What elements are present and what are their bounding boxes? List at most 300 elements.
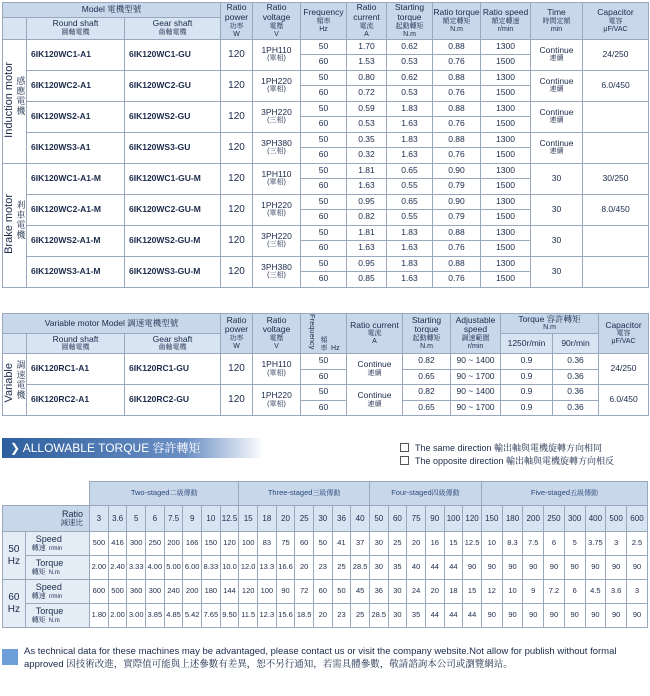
ratio-value: 3.6 <box>108 506 127 532</box>
speed-value: 20 <box>425 580 444 604</box>
torque-value: 12.0 <box>239 556 258 580</box>
speed-value: 1300 <box>481 132 531 148</box>
ratio-torque-header-line: 額定轉矩 <box>442 17 471 25</box>
power-header-line: Ratio power <box>224 314 249 335</box>
time-value <box>531 39 583 70</box>
torque-value: 4.85 <box>164 604 183 628</box>
ratio-torque-value: 0.79 <box>433 210 481 226</box>
time-value <box>531 132 583 163</box>
speed-value: 50 <box>332 580 351 604</box>
time-value-line: Continue <box>539 44 574 55</box>
speed-value: 12.5 <box>463 532 482 556</box>
frequency-header-line: Hz <box>319 25 328 33</box>
current-value-line: 連續 <box>367 400 382 408</box>
voltage-value <box>253 39 301 70</box>
adjustable-speed-value: 90 ~ 1400 <box>451 385 501 401</box>
stage-name: Three-staged <box>267 487 313 497</box>
ratio-torque-value: 0.90 <box>433 194 481 210</box>
torque-value: 12.3 <box>258 604 277 628</box>
gear-shaft-model: 6IK120WS3-GU <box>125 132 221 163</box>
voltage-header-line: V <box>274 343 279 351</box>
torque-value: 3.85 <box>146 604 165 628</box>
current-value: 0.35 <box>347 132 387 148</box>
ratio-value: 200 <box>523 506 544 532</box>
torque-value: 90 <box>481 556 502 580</box>
current-header-line: Ratio current <box>350 319 399 330</box>
voltage-value <box>253 101 301 132</box>
speed-value: 37 <box>351 532 370 556</box>
round-shaft-model: 6IK120WS3-A1-M <box>27 256 125 287</box>
round-shaft-model: 6IK120WC2-A1-M <box>27 194 125 225</box>
speed-value: 90 <box>276 580 295 604</box>
speed-value: 83 <box>258 532 277 556</box>
table-row <box>3 39 649 55</box>
current-value-line: Continue <box>357 359 392 370</box>
speed-value: 200 <box>164 532 183 556</box>
voltage-value-line: (三相) <box>267 117 286 125</box>
torque-value: 90 <box>502 556 523 580</box>
time-value: 30 <box>531 194 583 225</box>
speed-value: 9 <box>523 580 544 604</box>
speed-value: 15 <box>463 580 482 604</box>
ratio-torque-header-line: N.m <box>450 25 463 33</box>
power-header-line: W <box>233 343 240 351</box>
speed-value: 30 <box>388 580 407 604</box>
time-value: 30 <box>531 225 583 256</box>
torque-value: 35 <box>407 604 426 628</box>
speed-value: 1500 <box>481 86 531 102</box>
speed-value: 416 <box>108 532 127 556</box>
note-square-icon <box>2 649 18 665</box>
round-shaft-model: 6IK120WS2-A1-M <box>27 225 125 256</box>
starting-torque-value: 0.65 <box>387 194 433 210</box>
torque-header-line: Torque 容許轉矩 <box>518 313 581 324</box>
frequency-value: 50 <box>301 256 347 272</box>
ratio-value: 50 <box>369 506 388 532</box>
torque-value: 30 <box>369 556 388 580</box>
round-shaft-header-line: Round shaft <box>52 18 99 29</box>
induction-brake-spec-table <box>2 2 649 288</box>
speed-label-unit: r/min <box>48 545 63 552</box>
starting-torque-value: 1.63 <box>387 148 433 164</box>
legend-same-label: The same direction 輸出軸與電機旋轉方向相同 <box>415 443 603 453</box>
torque-value: 3.00 <box>127 604 146 628</box>
ratio-value: 12.5 <box>220 506 239 532</box>
table-row <box>3 225 649 241</box>
torque-value: 2.00 <box>108 604 127 628</box>
torque-value: 90 <box>564 556 585 580</box>
group-name: Variable <box>3 363 16 403</box>
header-row <box>3 314 649 334</box>
speed-value: 250 <box>146 532 165 556</box>
torque-value: 15.6 <box>276 604 295 628</box>
frequency-header-text <box>301 314 346 352</box>
speed-header-line: 額定轉速 <box>491 17 520 25</box>
ratio-label <box>3 506 90 532</box>
frequency-value: 50 <box>301 163 347 179</box>
speed-label-cn: 轉速 <box>31 544 46 552</box>
torque-value: 6.00 <box>183 556 202 580</box>
ratio-value: 6 <box>146 506 165 532</box>
current-value <box>347 385 403 416</box>
voltage-header-line: Ratio voltage <box>262 314 291 335</box>
current-value: 0.72 <box>347 86 387 102</box>
torque-value: 90 <box>606 556 627 580</box>
torque-label <box>25 556 89 580</box>
torque-value: 90 <box>564 604 585 628</box>
torque-value: 20 <box>295 556 314 580</box>
stage-header <box>90 482 239 506</box>
torque-value: 25 <box>351 604 370 628</box>
torque-label-sub <box>32 569 89 577</box>
torque-value: 7.65 <box>202 604 221 628</box>
allowable-torque-table <box>2 481 648 628</box>
power-value: 120 <box>221 194 253 225</box>
speed-value: 10 <box>481 532 502 556</box>
speed-value: 15 <box>444 532 463 556</box>
gear-shaft-model: 6IK120WC2-GU-M <box>125 194 221 225</box>
ratio-torque-value: 0.79 <box>433 179 481 195</box>
ratio-torque-value: 0.90 <box>433 163 481 179</box>
header-row <box>3 3 649 18</box>
ratio-label-text: Ratio <box>62 509 84 520</box>
current-value: 0.95 <box>347 194 387 210</box>
torque-value: 5.42 <box>183 604 202 628</box>
ratio-torque-value: 0.76 <box>433 117 481 133</box>
torque-90-header: 90r/min <box>553 334 599 354</box>
ratio-value: 15 <box>239 506 258 532</box>
starting-torque-header-line: N.m <box>403 30 416 38</box>
frequency-number: 50 <box>8 544 20 555</box>
speed-value: 3.6 <box>606 580 627 604</box>
gear-shaft-header <box>125 18 221 40</box>
ratio-value: 40 <box>351 506 370 532</box>
ratio-torque-value: 0.88 <box>433 39 481 55</box>
starting-torque-value: 1.63 <box>387 241 433 257</box>
adjustable-speed-value: 90 ~ 1700 <box>451 400 501 416</box>
ratio-torque-value: 0.88 <box>433 225 481 241</box>
starting-torque-value: 0.55 <box>387 179 433 195</box>
time-value <box>531 70 583 101</box>
speed-value: 300 <box>146 580 165 604</box>
speed-value: 16 <box>425 532 444 556</box>
stage-header <box>481 482 647 506</box>
speed-value: 72 <box>295 580 314 604</box>
speed-value: 41 <box>332 532 351 556</box>
starting-torque-value: 0.65 <box>403 400 451 416</box>
torque-90-value: 0.36 <box>553 385 599 401</box>
ratio-value: 250 <box>544 506 565 532</box>
torque-value: 4.00 <box>146 556 165 580</box>
ratio-value: 60 <box>388 506 407 532</box>
speed-value: 30 <box>369 532 388 556</box>
gear-shaft-model: 6IK120RC1-GU <box>125 354 221 385</box>
capacitor-value <box>583 225 649 256</box>
speed-value: 3 <box>626 580 647 604</box>
starting-torque-header-line: Starting torque <box>411 314 442 335</box>
speed-label <box>25 580 89 604</box>
speed-value: 10 <box>502 580 523 604</box>
speed-value: 1500 <box>481 117 531 133</box>
starting-torque-value: 0.62 <box>387 70 433 86</box>
round-shaft-header-line: Round shaft <box>52 333 99 344</box>
frequency-value: 60 <box>301 272 347 288</box>
starting-torque-value: 0.53 <box>387 86 433 102</box>
round-shaft-model: 6IK120WC1-A1 <box>27 39 125 70</box>
table-row <box>3 194 649 210</box>
capacitor-header-line: μF/VAC <box>603 25 628 33</box>
table-row <box>3 132 649 148</box>
torque-value: 5.00 <box>164 556 183 580</box>
torque-90-value: 0.36 <box>553 369 599 385</box>
starting-torque-value: 1.83 <box>387 256 433 272</box>
group-label-text <box>3 62 16 138</box>
torque-value: 9.50 <box>220 604 239 628</box>
table-row <box>3 70 649 86</box>
speed-label-sub <box>32 545 89 553</box>
current-value: 0.85 <box>347 272 387 288</box>
speed-value: 24 <box>407 580 426 604</box>
speed-value: 150 <box>202 532 221 556</box>
time-value-line: 連續 <box>549 55 564 63</box>
frequency-label: Frequency <box>308 314 318 350</box>
speed-value: 1300 <box>481 256 531 272</box>
capacitor-header-line: μF/VAC <box>611 338 636 346</box>
ratio-row <box>3 506 648 532</box>
time-header-line: min <box>550 25 563 33</box>
frequency-value: 50 <box>301 225 347 241</box>
voltage-value <box>253 385 301 416</box>
ratio-torque-header <box>433 3 481 40</box>
torque-value: 28.5 <box>369 604 388 628</box>
frequency-value: 60 <box>301 400 347 416</box>
speed-header <box>481 3 531 40</box>
ratio-value: 18 <box>258 506 277 532</box>
power-value: 120 <box>221 256 253 287</box>
speed-value: 2.5 <box>626 532 647 556</box>
stage-name-cn: 五級傳動 <box>570 489 599 497</box>
ratio-value: 400 <box>585 506 606 532</box>
table-row <box>3 256 649 272</box>
starting-torque-header-line: 起動轉矩 <box>412 335 441 343</box>
torque-header-line: N.m <box>543 324 556 332</box>
power-value: 120 <box>221 132 253 163</box>
torque-label-cn: 轉矩 <box>31 616 46 624</box>
power-header-line: 功率 <box>229 335 244 343</box>
table-row <box>3 354 649 370</box>
adjustable-speed-value: 90 ~ 1400 <box>451 354 501 370</box>
time-value <box>531 101 583 132</box>
starting-torque-value: 1.83 <box>387 225 433 241</box>
power-header-line: 功率 <box>229 22 244 30</box>
legend-square-icon <box>400 456 409 465</box>
power-value: 120 <box>221 385 253 416</box>
torque-value: 90 <box>481 604 502 628</box>
torque-value: 10.0 <box>220 556 239 580</box>
torque-value: 44 <box>425 604 444 628</box>
speed-value: 1500 <box>481 179 531 195</box>
speed-value: 240 <box>164 580 183 604</box>
frequency-value: 50 <box>301 101 347 117</box>
ratio-value: 600 <box>626 506 647 532</box>
current-header-line: A <box>364 30 369 38</box>
ratio-value: 30 <box>313 506 332 532</box>
table-row <box>3 163 649 179</box>
torque-value: 2.00 <box>90 556 109 580</box>
power-header <box>221 314 253 354</box>
speed-value: 360 <box>127 580 146 604</box>
speed-value: 1500 <box>481 55 531 71</box>
torque-value: 8.33 <box>202 556 221 580</box>
speed-value: 75 <box>276 532 295 556</box>
torque-value: 20 <box>313 604 332 628</box>
voltage-value-line: 1PH110 <box>261 168 292 179</box>
capacitor-header-line: 電容 <box>608 17 623 25</box>
voltage-value <box>253 354 301 385</box>
voltage-value <box>253 163 301 194</box>
current-value: 0.59 <box>347 101 387 117</box>
frequency-value: 60 <box>301 179 347 195</box>
ratio-torque-value: 0.76 <box>433 241 481 257</box>
voltage-value <box>253 225 301 256</box>
ratio-value: 9 <box>183 506 202 532</box>
voltage-value-line: (單相) <box>267 400 286 408</box>
frequency-header-line: Frequency <box>303 6 344 17</box>
current-value: 1.81 <box>347 225 387 241</box>
gear-shaft-header-line: 齒軸電機 <box>158 29 187 37</box>
group-label <box>3 39 27 163</box>
group-header-blank <box>3 18 27 40</box>
round-shaft-model: 6IK120WS3-A1 <box>27 132 125 163</box>
stage-name-cn: 四級傳動 <box>431 489 460 497</box>
torque-1250-header: 1250r/min <box>501 334 553 354</box>
starting-torque-value: 1.63 <box>387 117 433 133</box>
power-value: 120 <box>221 39 253 70</box>
current-value: 1.53 <box>347 55 387 71</box>
speed-header-line: r/min <box>497 25 514 33</box>
speed-value: 36 <box>369 580 388 604</box>
torque-label <box>25 604 89 628</box>
gear-shaft-model: 6IK120RC2-GU <box>125 385 221 416</box>
gear-shaft-model: 6IK120WC2-GU <box>125 70 221 101</box>
torque-value: 90 <box>626 604 647 628</box>
time-value-line: Continue <box>539 106 574 117</box>
ratio-torque-value: 0.76 <box>433 272 481 288</box>
table-row <box>3 580 648 604</box>
capacitor-value: 8.0/450 <box>583 194 649 225</box>
table-row <box>3 532 648 556</box>
torque-1250-value: 0.9 <box>501 369 553 385</box>
speed-value: 45 <box>351 580 370 604</box>
ratio-torque-value: 0.88 <box>433 256 481 272</box>
torque-label-text: Torque <box>35 606 64 617</box>
time-value-line: Continue <box>539 137 574 148</box>
frequency-unit: Hz <box>7 555 21 567</box>
ratio-torque-value: 0.76 <box>433 86 481 102</box>
frequency-value: 50 <box>301 194 347 210</box>
voltage-value-line: (單相) <box>267 179 286 187</box>
speed-value: 5 <box>564 532 585 556</box>
time-value-line: 連續 <box>549 117 564 125</box>
group-label <box>3 163 27 287</box>
voltage-value-line: 1PH220 <box>261 199 292 210</box>
torque-value: 90 <box>544 604 565 628</box>
starting-torque-value: 1.83 <box>387 101 433 117</box>
frequency-value: 50 <box>301 39 347 55</box>
frequency-unit: Hz <box>7 603 21 615</box>
ratio-torque-value: 0.88 <box>433 101 481 117</box>
speed-value: 3.75 <box>585 532 606 556</box>
current-value: 1.81 <box>347 163 387 179</box>
torque-value: 90 <box>544 556 565 580</box>
torque-90-value: 0.36 <box>553 400 599 416</box>
legend-opposite <box>400 455 614 468</box>
speed-value: 12 <box>481 580 502 604</box>
speed-value: 1300 <box>481 101 531 117</box>
speed-value: 6 <box>544 532 565 556</box>
starting-torque-header-line: N.m <box>420 343 433 351</box>
table-row <box>3 556 648 580</box>
adjustable-speed-value: 90 ~ 1700 <box>451 369 501 385</box>
adjustable-speed-header <box>451 314 501 354</box>
ratio-value: 36 <box>332 506 351 532</box>
speed-value: 500 <box>90 532 109 556</box>
group-header-blank <box>3 334 27 354</box>
torque-value: 90 <box>502 604 523 628</box>
time-value-line: Continue <box>539 75 574 86</box>
time-value: 30 <box>531 163 583 194</box>
starting-torque-value: 1.63 <box>387 272 433 288</box>
torque-value: 90 <box>626 556 647 580</box>
time-value: 30 <box>531 256 583 287</box>
speed-value: 25 <box>388 532 407 556</box>
voltage-value-line: 1PH110 <box>261 44 292 55</box>
starting-torque-value: 0.65 <box>403 369 451 385</box>
speed-label-cn: 轉速 <box>31 592 46 600</box>
capacitor-header <box>599 314 649 354</box>
round-shaft-model: 6IK120WC1-A1-M <box>27 163 125 194</box>
speed-value: 166 <box>183 532 202 556</box>
group-label <box>3 354 27 416</box>
speed-value: 20 <box>407 532 426 556</box>
time-value-line: 連續 <box>549 86 564 94</box>
frequency-label-cn: 頻率 <box>320 336 328 352</box>
model-header: Model 電機型號 <box>3 3 221 18</box>
power-header <box>221 3 253 40</box>
torque-value: 28.5 <box>351 556 370 580</box>
frequency-value: 50 <box>301 132 347 148</box>
legend-opposite-label: The opposite direction 輸出軸與電機旋轉方向相反 <box>415 456 615 466</box>
stage-name: Two-staged <box>130 487 170 497</box>
torque-label-cn: 轉矩 <box>31 568 46 576</box>
starting-torque-header <box>387 3 433 40</box>
current-value: 0.95 <box>347 256 387 272</box>
torque-value: 90 <box>523 604 544 628</box>
time-header <box>531 3 583 40</box>
speed-value: 3 <box>606 532 627 556</box>
stage-name-cn: 二級傳動 <box>169 489 198 497</box>
current-header-line: Ratio current <box>353 2 380 22</box>
voltage-value-line: 3PH380 <box>261 137 292 148</box>
frequency-label <box>3 532 26 580</box>
current-value <box>347 354 403 385</box>
frequency-header <box>301 3 347 40</box>
power-value: 120 <box>221 70 253 101</box>
capacitor-value <box>583 256 649 287</box>
torque-label-unit: N.m <box>48 569 60 576</box>
torque-value: 30 <box>388 604 407 628</box>
time-header-line: 時間定額 <box>542 17 571 25</box>
